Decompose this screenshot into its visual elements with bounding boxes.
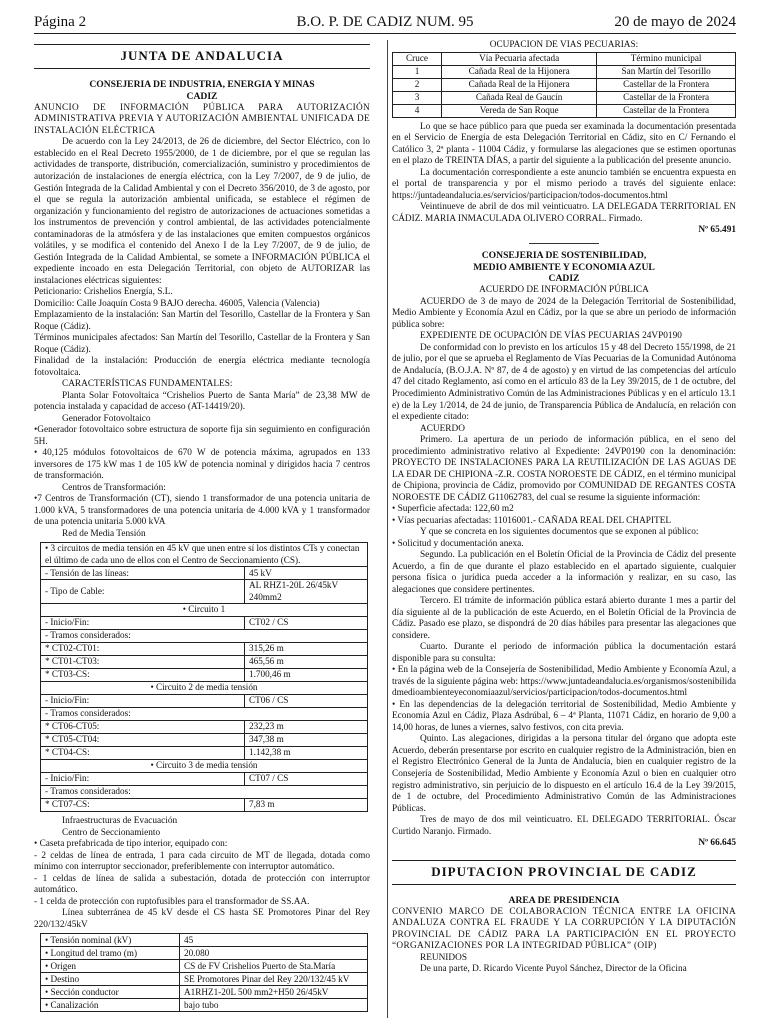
paragraph: La documentación correspondiente a este anuncio también se encuentra expuesta en el portal de transparencia y por el mismo periodo a través del siguiente enlace: https://juntadeandalucia.es/servicios/participacion/todos-documentos.html: [392, 167, 736, 201]
acuerdo-title: ACUERDO DE INFORMACIÓN PÚBLICA: [479, 285, 649, 296]
table-cell: • 3 circuitos de media tensión en 45 kV que unen entre sí los distintos CTs y conectan el último de cada uno de ellos con el Centro de Seccionamiento (CS).: [41, 543, 368, 567]
paragraph: Peticionario: Crishelios Energía, S.L.: [34, 287, 173, 298]
paragraph: Finalidad de la instalación: Producción de energía eléctrica mediante tecnología fotovoltaica.: [34, 356, 370, 378]
area-title: AREA DE PRESIDENCIA: [508, 894, 620, 906]
table-row: [41, 734, 368, 747]
table-row: [41, 721, 368, 734]
table-cell: 347,38 m: [245, 734, 368, 747]
table-row: [41, 708, 368, 721]
table-cell: 20.080: [180, 947, 368, 960]
column-header: Cruce: [393, 52, 442, 65]
paragraph: Planta Solar Fotovoltaica “Crishelios Puerto de Santa María” de 23,38 MW de potencia instalada y capacidad de acceso (AT-14419/20).: [34, 390, 370, 413]
table-cell: bajo tubo: [180, 999, 368, 1012]
paragraph: Términos municipales afectados: San Martín del Tesorillo, Castellar de la Frontera y San Roque (Cádiz).: [34, 333, 370, 355]
table-row: [41, 960, 368, 973]
subheading: OCUPACIÓN DE VÍAS PECUARIAS:: [489, 40, 639, 50]
column-header: Vía Pecuaria afectada: [442, 52, 597, 65]
table-row: [41, 682, 368, 695]
table-row: [41, 543, 368, 567]
table-cell: * CT01-CT03:: [41, 656, 245, 669]
table-cell: * CT02-CT01:: [41, 643, 245, 656]
notice-number: Nº 65.491: [698, 225, 736, 236]
table-cell: - Tensión de las líneas:: [41, 567, 245, 580]
notice-number: Nº 66.645: [698, 838, 736, 849]
bullet-item: • Vías pecuarias afectadas: 11016001.- CAÑADA REAL DEL CHAPITEL: [392, 515, 672, 526]
table-cell: - Tipo de Cable:: [41, 580, 245, 604]
table-row: [41, 786, 368, 799]
table-cell: Vereda de San Roque: [442, 104, 597, 117]
table-row: [41, 630, 368, 643]
table-cell: - Inicio/Fin:: [41, 617, 245, 630]
bullet-item: • Solicitud y documentación anexa.: [392, 538, 524, 549]
table-row: [41, 643, 368, 656]
page-number: Página 2: [34, 14, 87, 30]
table-cell: 3: [393, 91, 442, 104]
bullet-item: • 40,125 módulos fotovoltaicos de 670 W de potencia máxima, agrupados en 133 inversores de 175 kW mas 1 de 105 kW de potencia nominal y dirigidos hacia 7 centros de transformación.: [34, 448, 370, 482]
table-cell: - Tramos considerados:: [41, 708, 368, 721]
table-row: [393, 78, 736, 91]
city-title: CADIZ: [548, 273, 580, 285]
paragraph: Tres de mayo de dos mil veinticuatro. EL DELEGADO TERRITORIAL. Óscar Curtido Naranjo. Firmado.: [392, 815, 736, 837]
table-cell: Castellar de la Frontera: [597, 91, 736, 104]
consejeria-title: MEDIO AMBIENTE Y ECONOMIA AZUL: [473, 261, 655, 273]
table-cell: • Tensión nominal (kV): [41, 934, 180, 947]
table-cell: CT07 / CS: [245, 773, 368, 786]
paragraph: Veintinueve de abril de dos mil veinticuatro. LA DELEGADA TERRITORIAL EN CÁDIZ. MARIA INMACULADA OLIVERO CORRAL. Firmado.: [392, 202, 736, 224]
table-row: [41, 760, 368, 773]
subheading: ACUERDO: [420, 423, 465, 434]
table-cell: AL RHZ1-20L 26/45kV 240mm2: [245, 580, 368, 604]
table-row: [393, 65, 736, 78]
table-row: [41, 773, 368, 786]
paragraph: Tercero. El trámite de información pública estará abierto durante 1 mes a partir del día siguiente al de la publicación de este Acuerdo, en el Boletín Oficial de la Provincia de Cádiz. Pasado ese plazo, se dispondrá de 20 días hábiles para presentar las alegaciones que considere.: [392, 596, 736, 641]
table-row: [41, 580, 368, 604]
table-cell: - Inicio/Fin:: [41, 695, 245, 708]
paragraph: Segundo. La publicación en el Boletín Oficial de la Provincia de Cádiz del presente Acuerdo, a fin de que durante el plazo establecido en el apartado siguiente, cualquier persona física o jurídica pueda acceder a la información y realizar, en su caso, las alegaciones que considere pertinentes.: [392, 550, 736, 595]
mt-circuits-table: [40, 542, 368, 812]
anuncio-title: ANUNCIO DE INFORMACIÓN PÚBLICA PARA AUTORIZACIÓN ADMINISTRATIVA PREVIA Y AUTORIZACIÓN AMBIENTAL UNIFICADA DE INSTALACIÓN ELÉCTRICA: [34, 102, 370, 136]
paragraph: Lo que se hace público para que pueda ser examinada la documentación presentada en el Servicio de Energía de esta Delegación Territorial en Cádiz, sito en C/ Fernando el Católico 3, 2ª planta - 11004 Cádiz, y formularse las alegaciones que se estimen oportunas en el plazo de TREINTA DÍAS, a partir del siguiente a la publicación del presente anuncio.: [392, 121, 736, 167]
table-cell: • Circuito 2 de media tensión: [41, 682, 368, 695]
left-column: [34, 40, 370, 1018]
table-cell: Cañada Real de la Hijonera: [442, 78, 597, 91]
table-cell: SE Promotores Pinar del Rey 220/132/45 kV: [180, 973, 368, 986]
table-cell: 1.700,46 m: [245, 669, 368, 682]
table-row: [41, 669, 368, 682]
table-row: [41, 567, 368, 580]
subheading: Centro de Seccionamiento: [62, 827, 161, 838]
table-cell: • Circuito 3 de media tensión: [41, 760, 368, 773]
table-row: [41, 617, 368, 630]
section-title-diputacion: DIPUTACION PROVINCIAL DE CADIZ: [392, 860, 736, 885]
consejeria-title: CONSEJERIA DE SOSTENIBILIDAD,: [481, 249, 647, 261]
subheading: Centros de Transformación:: [62, 482, 166, 493]
paragraph: Emplazamiento de la instalación: San Martín del Tesorillo, Castellar de la Frontera y San Roque (Cádiz).: [34, 310, 370, 332]
subheading: REUNIDOS: [420, 952, 468, 963]
right-column: [392, 40, 736, 1018]
paragraph: Y que se concreta en los siguientes documentos que se exponen al público:: [420, 527, 699, 538]
table-cell: CT02 / CS: [245, 617, 368, 630]
table-row: [41, 999, 368, 1012]
subheading: Red de Media Tensión: [62, 528, 146, 539]
table-cell: * CT04-CS:: [41, 747, 245, 760]
table-cell: 7,83 m: [245, 799, 368, 812]
publication-title: B.O. P. DE CADIZ NUM. 95: [296, 14, 474, 30]
table-cell: 4: [393, 104, 442, 117]
page-header: [34, 8, 736, 34]
table-row: [393, 104, 736, 117]
table-cell: San Martín del Tesorillo: [597, 65, 736, 78]
city-title: CADIZ: [186, 91, 218, 102]
table-row: [393, 91, 736, 104]
bullet-item: • En las dependencias de la delegación territorial de Sostenibilidad, Medio Ambiente y Economía Azul en Cádiz, Plaza Asdrúbal, 6 – 4ª Planta, 11071 Cádiz, en horario de 9,00 a 14,00 horas, de lunes a viernes, salvo festivos, con cita previa.: [392, 699, 736, 733]
line-table: [40, 933, 368, 1012]
bullet-item: • Caseta prefabricada de tipo interior, equipado con:: [34, 839, 228, 850]
header-rule: [34, 33, 736, 34]
paragraph: Línea subterránea de 45 kV desde el CS hasta SE Promotores Pinar del Rey 220/132/45kV: [34, 908, 370, 930]
paragraph: Quinto. Las alegaciones, dirigidas a la persona titular del órgano que adopta este Acuerdo, deberán presentarse por escrito en cualquier registro de la Administración, bien en el Registro Electrónico General de la Junta de Andalucía, bien en cualquier registro de la Consejería de Sostenibilidad, Medio Ambiente y Economía Azul o bien en cualquier otro registro administrativo, sin perjuicio de lo dispuesto en el artículo 16.4 de la Ley 39/2015, de 1 de octubre, del Procedimiento Administrativo Común de las Administraciones Públicas.: [392, 734, 736, 814]
table-cell: • Destino: [41, 973, 180, 986]
subheading: CARACTERÍSTICAS FUNDAMENTALES:: [62, 379, 233, 390]
table-cell: • Origen: [41, 960, 180, 973]
table-cell: * CT07-CS:: [41, 799, 245, 812]
bullet-item: • Superficie afectada: 122,60 m2: [392, 504, 514, 515]
separator: [529, 243, 599, 244]
table-cell: * CT05-CT04:: [41, 734, 245, 747]
paragraph: Cuarto. Durante el periodo de información pública la documentación estará disponible para su consulta:: [392, 642, 736, 664]
list-item: - 1 celda de protección con ruptofusibles para el transformador de SS.AA.: [34, 896, 310, 907]
section-title-junta: JUNTA DE ANDALUCIA: [34, 44, 370, 69]
table-cell: 45: [180, 934, 368, 947]
table-cell: Castellar de la Frontera: [597, 104, 736, 117]
bullet-item: • En la página web de la Consejería de Sostenibilidad, Medio Ambiente y Economía Azul, a través de la siguiente página web: https://www.juntadeandalucia.es/organismos/sostenibilidadmedioambienteyeconomiaazul/servicios/participacion/todos-documentos.html: [392, 665, 736, 699]
paragraph: Domicilio: Calle Joaquín Costa 9 BAJO derecha. 46005, Valencia (Valencia): [34, 298, 320, 309]
table-row: [41, 604, 368, 617]
table-cell: * CT06-CT05:: [41, 721, 245, 734]
list-item: - 2 celdas de línea de entrada, 1 para cada circuito de MT de llegada, dotada como mínimo con interruptor seccionador, preferiblemente con interruptor automático.: [34, 850, 370, 873]
table-row: [41, 747, 368, 760]
paragraph: Primero. La apertura de un periodo de información pública, en el seno del procedimiento administrativo relativo al Expediente: 24VP0190 con la denominación: PROYECTO DE INSTALACIONES PARA LA REUTILIZACIÓN DE LAS AGUAS DE LA EDAR DE CHIPIONA -Z.R. COSTA NOROESTE DE CÁDIZ, en el término municipal de Chipiona, provincia de Cádiz, promovido por COMUNIDAD DE REGANTES COSTA NOROESTE DE CÁDIZ G11062783, del cual se resume la siguiente información:: [392, 435, 736, 503]
table-cell: 45 kV: [245, 567, 368, 580]
table-cell: - Tramos considerados:: [41, 786, 368, 799]
table-row: [41, 656, 368, 669]
table-row: [41, 947, 368, 960]
table-cell: Cañada Real de Gaucín: [442, 91, 597, 104]
table-cell: CS de FV Crishelios Puerto de Sta.María: [180, 960, 368, 973]
table-cell: • Sección conductor: [41, 986, 180, 999]
paragraph: De conformidad con lo previsto en los artículos 15 y 48 del Decreto 155/1998, de 21 de julio, por el que se aprueba el Reglamento de Vías Pecuarias de la Comunidad Autónoma de Andalucía, (B.O.J.A. Nº 87, de 4 de agosto) y en virtud de las competencias del artículo 47 del citado Reglamento, así como en el artículo 83 de la Ley 39/2015, de 1 de octubre, del Procedimiento Administrativo Común de las Administraciones Públicas y en el artículo 13.1 e) de la Ley 1/2014, de 24 de junio, de Transparencia Pública de Andalucía, en relación con el expediente citado:: [392, 342, 736, 423]
table-row: [41, 695, 368, 708]
table-row: [41, 934, 368, 947]
bullet-item: •7 Centros de Transformación (CT), siendo 1 transformador de una potencia unitaria de 1.000 kVA, 5 transformadores de una potencia unitaria de 4.000 kVA y 1 transformador de una potencia unitaria 5.000 kVA: [34, 494, 370, 528]
table-cell: • Circuito 1: [41, 604, 368, 617]
table-cell: 1: [393, 65, 442, 78]
table-cell: 465,56 m: [245, 656, 368, 669]
table-cell: 2: [393, 78, 442, 91]
table-cell: • Canalización: [41, 999, 180, 1012]
consejeria-title: CONSEJERIA DE INDUSTRIA, ENERGIA Y MINAS: [89, 79, 315, 91]
subheading: EXPEDIENTE DE OCUPACIÓN DE VÍAS PECUARIAS 24VP0190: [420, 331, 682, 342]
convenio-title: CONVENIO MARCO DE COLABORACION TÉCNICA ENTRE LA OFICINA ANDALUZA CONTRA EL FRAUDE Y LA CORRUPCIÓN Y LA DIPUTACIÓN PROVINCIAL DE CÁDIZ PARA LA PARTICIPACIÓN EN EL PROYECTO “ORGANIZACIONES POR LA INTEGRIDAD PÚBLICA” (OIP): [392, 906, 736, 952]
bullet-item: •Generador fotovoltaico sobre estructura de soporte fija sin seguimiento en configuración 5H.: [34, 425, 370, 447]
column-divider: [387, 40, 388, 1018]
table-cell: Cañada Real de la Hijonera: [442, 65, 597, 78]
table-cell: - Inicio/Fin:: [41, 773, 245, 786]
list-item: - 1 celdas de línea de salida a subestación, dotada de protección con interruptor automático.: [34, 873, 370, 896]
publication-date: 20 de mayo de 2024: [614, 14, 736, 30]
paragraph: De acuerdo con la Ley 24/2013, de 26 de diciembre, del Sector Eléctrico, con lo establecido en el Real Decreto 1955/2000, de 1 de diciembre, por el que se regulan las actividades de transporte, distribución, comercialización, suministro y procedimientos de autorización de instalaciones de energía eléctrica, con la Ley 7/2007, de 9 de julio, de Gestión Integrada de la Calidad Ambiental y con el Decreto 356/2010, de 3 de agosto, por el que se regula la autorización ambiental unificada, se establece el régimen de organización y funcionamiento del registro de autorizaciones de actuaciones sometidas a los instrumentos de prevención y control ambiental, de las actividades potencialmente contaminadoras de la atmósfera y de las instalaciones que emiten compuestos orgánicos volátiles, y se modifica el contenido del Anexo I de la Ley 7/2007, de 9 de julio, de Gestión Integrada de la Calidad Ambiental, se somete a INFORMACIÓN PÚBLICA el expediente incoado en esta Delegación Territorial, con objeto de AUTORIZAR las instalaciones eléctricas siguientes:: [34, 137, 370, 286]
subheading: Generador Fotovoltaico: [62, 413, 151, 424]
table-cell: 315,26 m: [245, 643, 368, 656]
table-row: [41, 986, 368, 999]
table-cell: - Tramos considerados:: [41, 630, 368, 643]
table-cell: • Longitud del tramo (m): [41, 947, 180, 960]
column-header: Término municipal: [597, 52, 736, 65]
table-cell: A1RHZ1-20L 500 mm2+H50 26/45kV: [180, 986, 368, 999]
table-cell: CT06 / CS: [245, 695, 368, 708]
table-header-row: [393, 52, 736, 65]
paragraph: De una parte, D. Ricardo Vicente Puyol Sánchez, Director de la Oficina: [420, 964, 687, 975]
table-cell: * CT03-CS:: [41, 669, 245, 682]
vias-pecuarias-table: [392, 52, 736, 118]
subheading: Infraestructuras de Evacuación: [62, 816, 178, 827]
table-row: [41, 799, 368, 812]
table-cell: 1.142,38 m: [245, 747, 368, 760]
table-row: [41, 973, 368, 986]
table-cell: 232,23 m: [245, 721, 368, 734]
paragraph: ACUERDO de 3 de mayo de 2024 de la Delegación Territorial de Sostenibilidad, Medio Ambiente y Economía Azul en Cádiz, por la que se abre un periodo de información pública sobre:: [392, 296, 736, 330]
table-cell: Castellar de la Frontera: [597, 78, 736, 91]
